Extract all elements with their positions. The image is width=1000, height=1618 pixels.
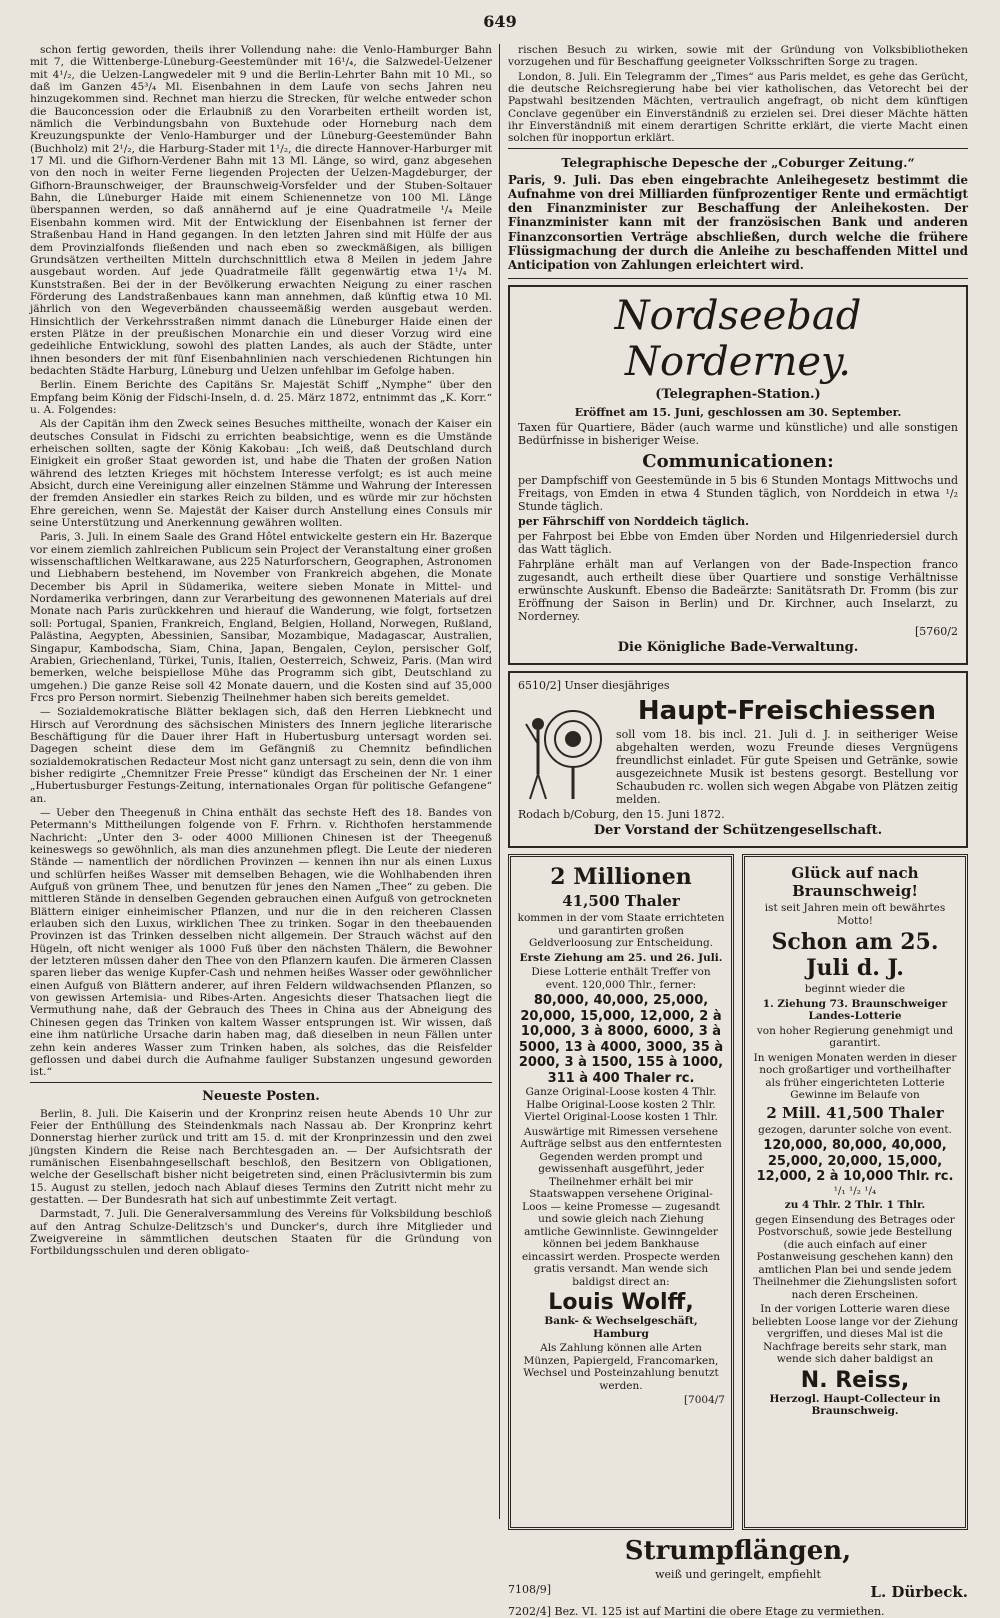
ad-lottery-hamburg-draw: Erste Ziehung am 25. und 26. Juli.	[519, 951, 723, 964]
article-berlin-fiji: Berlin. Einem Berichte des Capitäns Sr. Majestät Schiff „Nymphe“ über den Empfang beim König der Fidschi-Inseln, d. d. 25. März 1872, entnimmt das „K. Korr.“ u. A. Folgendes:	[30, 379, 492, 416]
article-tea-china: — Ueber den Theegenuß in China enthält das sechste Heft des 18. Bandes von Petermann's Mittheilungen folgende von F. Frhrn. v. Richthofen herstammende Nachricht: „Unter den 3- oder 4000 Millionen Chinesen ist der Theegenuß keineswegs so gewöhnlich, als man dies anzunehmen pflegt. Die Leute der niederen Stände — namentlich der nördlichen Provinzen — kennen ihn nur als einen Luxus und schlürfen heißes Wasser mit demselben Behagen, wie die Wohlhabenden ihren Aufguß von grünem Thee, und benutzen für jenes den Namen „Thee“ zu geben. Die mittleren Stände in denselben Gegenden gebrauchen einen Aufguß von getrockneten Blättern einiger einheimischer Pflanzen, und nur die in den reicheren Classen erlauben sich den Luxus, wirklichen Thee zu trinken. Sogar in den theebauenden Provinzen ist das Trinken desselben nicht allgemein. Der Strauch wächst auf den Hügeln, oft nicht weniger als 1000 Fuß über den nächsten Thälern, die Bewohner der letzteren müssen daher den Thee von den Pflanzern kaufen. Die ärmeren Classen sparen lieber das wenige Kupfer-Cash und nehmen heißes Wasser oder gewöhnlicher einen Aufguß von Blättern anderer, auf ihren Feldern wildwachsenden Pflanzen, so von gewissen Artemisia- und Ribes-Arten. Angesichts dieser Thatsachen liegt die Vermuthung nahe, daß der Gebrauch des Thees in China aus der Abneigung des Chinesen gegen das Trinken von kaltem Wasser entsprungen ist. Wir wissen, daß eine ihm natürliche Ursache darin haben mag, daß dieselben in neun Fällen unter zehn kein anderes Wasser zum Trinken haben, als solches, das die Reisfelder geflossen und dabei durch die Aufnahme fauliger Substanzen ungesund geworden ist.“	[30, 806, 492, 1079]
ad-lottery-bs-prices: zu 4 Thlr. 2 Thlr. 1 Thlr.	[784, 1199, 926, 1212]
page-number: 649	[483, 12, 517, 31]
ad-norderney-timetables: Fahrpläne erhält man auf Verlangen von der Bade-Inspection franco zugesandt, auch ertheilt diese über Quartiere und sonstige Verhältnisse erwünschte Auskunft. Ebenso die Badeärzte: Sanitätsrath Dr. Fromm (bis zur Eröffnung der Saison in Berlin) und Dr. Kirchner, auch Inselarzt, zu Norderney.	[518, 558, 958, 624]
ad-lottery-braunschweig	[742, 854, 968, 1530]
ad-norderney-ref: [5760/2	[915, 625, 958, 639]
ad-norderney-steamer: per Dampfschiff von Geestemünde in 5 bis 6 Stunden Montags Mittwochs und Freitags, von Emden in etwa 4 Stunden täglich, von Norddeich in etwa ¹/₂ Stunde täglich.	[518, 474, 958, 514]
ad-shooting-body: soll vom 18. bis incl. 21. Juli d. J. in seitheriger Weise abgehalten werden, wozu Freunde dieses Vergnügens freundlichst einladet. Für gute Speisen und Getränke, sowie ausgezeichnete Musik ist bestens gesorgt. Bestellung vor Schaubuden rc. wollen sich wegen Abgabe von Plätzen zeitig melden.	[616, 728, 958, 807]
latest-news-heading: Neueste Posten.	[202, 1088, 320, 1104]
ad-norderney-subtitle: (Telegraphen-Station.)	[655, 387, 821, 403]
ad-strumpf-footer	[508, 1583, 968, 1601]
ad-lottery-hamburg-ref: [7004/7	[683, 1394, 725, 1407]
article-london: London, 8. Juli. Ein Telegramm der „Times“ aus Paris meldet, es gehe das Gerücht, die deutsche Reichsregierung habe bei vier katholischen, das Vetorecht bei der Papstwahl besitzenden Mächten, vertraulich angefragt, ob nicht dem künftigen Conclave gegenüber ein Einverständniß zu erzielen sei. Drei dieser Mächte hätten ihr Einverständniß mit einem derartigen Schritte erklärt, die vierte Macht einen solchen für inopportun erklärt.	[508, 70, 968, 145]
column-divider	[499, 44, 500, 1519]
ad-norderney-sign: Die Königliche Bade-Verwaltung.	[617, 640, 859, 656]
ad-lottery-hamburg-orders: Auswärtige mit Rimessen versehene Aufträge selbst aus den entferntesten Gegenden werden prompt und gewissenhaft ausgeführt, jeder Theilnehmer erhält bei mir Staatswappen versehene Original-Loos — keine Promesse — zugesandt und sowie gleich nach Ziehung amtliche Gewinnliste. Gewinngelder können bei jedem Bankhause eincassirt werden. Prospecte werden gratis versandt. Man wende sich baldigst direct an:	[520, 1125, 722, 1288]
ad-lottery-bs-date: Schon am 25. Juli d. J.	[771, 929, 939, 982]
ad-lottery-hamburg-firm: Louis Wolff,	[548, 1290, 694, 1316]
ad-shooting-sign: Der Vorstand der Schützengesellschaft.	[593, 823, 883, 839]
news-berlin: Berlin, 8. Juli. Die Kaiserin und der Kronprinz reisen heute Abends 10 Uhr zur Feier der Enthüllung des Steindenkmals nach Nassau ab. Der Kronprinz kehrt Donnerstag hierher zurück und tritt am 15. d. mit der Kronprinzessin und den zwei jüngsten Kindern die Reise nach Berchtesgaden an. — Der Aufsichtsrath der rumänischen Eisenbahngesellschaft beschloß, den Besitzern von Obligationen, welche der Gesellschaft bisher nicht beigetreten sind, einen Präclusivtermin bis zum 15. August zu stellen, jedoch nach Ablauf dieses Termins den Zutritt nicht mehr zu gestatten. — Der Bundesrath hat sich auf unbestimmte Zeit vertagt.	[30, 1107, 492, 1206]
ad-shooting-title: Haupt-Freischiessen	[637, 696, 937, 727]
ad-lottery-bs-prizes: 120,000, 80,000, 40,000, 25,000, 20,000, 15,000, 12,000, 2 à 10,000 Thlr. rc.	[756, 1138, 954, 1185]
ad-apartment: 7202/4] Bez. VI. 125 ist auf Martini die obere Etage zu vermiethen.	[508, 1605, 885, 1618]
ad-lottery-hamburg-prizes-intro: Diese Lotterie enthält Treffer von event. 120,000 Thlr., ferner:	[531, 966, 711, 991]
ad-shooting-ref: 6510/2] Unser diesjähriges	[518, 679, 670, 693]
ad-lottery-bs-line1: ist seit Jahren mein oft bewährtes Motto!	[764, 902, 946, 927]
ad-shooting-text	[616, 694, 958, 808]
ad-lottery-bs-firm: N. Reiss,	[800, 1367, 910, 1393]
ad-strumpf-title: Strumpflängen,	[624, 1536, 852, 1567]
ad-lottery-bs-sum: 2 Mill. 41,500 Thaler	[766, 1103, 944, 1122]
ad-lottery-hamburg-amount: 41,500 Thaler	[562, 892, 680, 911]
divider	[30, 1082, 492, 1083]
article-fiji-king: Als der Capitän ihm den Zweck seines Besuches mittheilte, wonach der Kaiser ein deutsches Consulat in Fidschi zu errichten beabsichtige, wenn es die Umstände erheischen sollten, sagte der König Kakobau: „Ich weiß, daß Deutschland durch Einigkeit ein großer Staat geworden ist, und habe die Thaten der großen Nation während des letzten Krieges mit höchstem Interesse verfolgt; es ist auch meine Absicht, durch eine Vereinigung aller einzelnen Stämme und Wahrung der Interessen der fremden Ansiedler ein starkes Reich zu bilden, und es würde mir zur höchsten Ehre gereichen, wenn Se. Majestät der Kaiser durch Anstellung eines Consuls mir seine Unterstützung und Anerkennung gewähren wollten.	[30, 418, 492, 530]
ad-lottery-hamburg-intro: kommen in der vom Staate errichteten und garantirten großen Geldverloosung zur Entscheidung.	[517, 912, 725, 950]
ad-lottery-hamburg	[508, 854, 734, 1530]
ad-strumpf-ref: 7108/9]	[508, 1583, 551, 1597]
ad-lottery-bs-line2: beginnt wieder die	[804, 983, 906, 996]
shooting-target-icon	[518, 694, 608, 804]
ad-norderney-ferry: per Fährschiff von Norddeich täglich.	[518, 515, 749, 529]
ad-lottery-bs-fractions: ¹/₁ ¹/₂ ¹/₄	[833, 1184, 877, 1197]
ad-shooting-festival	[508, 671, 968, 848]
ad-norderney-title: Nordseebad Norderney.	[614, 293, 862, 386]
article-continuation: rischen Besuch zu wirken, sowie mit der Gründung von Volksbibliotheken vorzugehen und für Beschaffung geeigneter Volksschriften Sorge zu tragen.	[508, 44, 968, 69]
news-darmstadt: Darmstadt, 7. Juli. Die Generalversammlung des Vereins für Volksbildung beschloß auf den Antrag Schulze-Delitzsch's und Duncker's, durch ihre Mitglieder und Zweigvereine in sämmtlichen deutschen Staaten für die Gründung von Fortbildungsschulen und deren obligato-	[30, 1208, 492, 1258]
ad-lottery-hamburg-prizes: 80,000, 40,000, 25,000, 20,000, 15,000, 12,000, 2 à 10,000, 3 à 8000, 6000, 3 à 5000, 13 à 4000, 3000, 35 à 2000, 3 à 1500, 155 à 1000, 311 à 400 Thaler rc.	[518, 993, 724, 1086]
article-railways: schon fertig geworden, theils ihrer Vollendung nahe: die Venlo-Hamburger Bahn mit 7, die Wittenberge-Lüneburg-Geestemünder mit 16¹/₄, die Salzwedel-Uelzener mit 4¹/₂, die Uelzen-Langwedeler mit 9 und die Berlin-Lehrter Bahn mit 10 Ml., so daß im Ganzen 45³/₄ Ml. Eisenbahnen in dem Laufe von sechs Jahren neu hinzugekommen sind. Rechnet man hierzu die Strecken, für welche entweder schon die Bauconcession oder die Erlaubniß zu den Vorarbeiten ertheilt worden ist, nämlich die Verbindungsbahn von Buxtehude oder Horneburg nach dem Kreuzungspunkte der Venlo-Hamburger und der Lüneburg-Geestemünder Bahn (Buchholz) mit 2¹/₂, die Harburg-Stader mit 1¹/₂, die directe Hannover-Harburger mit 17 Ml. und die Gifhorn-Verdener Bahn mit 13 Ml. Länge, so wird, ganz abgesehen von den noch in weiter Ferne liegenden Projecten der Uelzen-Magdeburger, der Gifhorn-Braunschweiger, der Braunschweig-Vorsfelder und der Stuben-Soltauer Bahn, die Lüneburger Haide mit einem Schienennetze von 100 Ml. Länge überspannen werden, so daß annähernd auf je eine Quadratmeile ¹/₄ Meile Eisenbahn kommen wird. Mit der Entwicklung der Eisenbahnen ist ferner der Straßenbau Hand in Hand gegangen. In den letzten Jahren sind mit Hülfe der aus dem Provinzialfonds fließenden und nach eben so zweckmäßigen, als billigen Grundsätzen vertheilten Mitteln durchschnittlich etwa 8 Meilen in jedem Jahre ausgebaut worden. Auf jede Quadratmeile fällt gegenwärtig etwa 1¹/₄ M. Kunststraßen. Bei der in der Bevölkerung erwachten Neigung zu einer raschen Förderung des Landstraßenbaues kann man annehmen, daß künftig etwa 10 Ml. jährlich von den Wegeverbänden chausseemäßig werden ausgebaut werden. Hinsichtlich der Verkehrsstraßen nimmt danach die Lüneburger Haide einen der ersten Plätze in der preußischen Monarchie ein und dieser Vorzug wird eine gedeihliche Entwicklung, sowohl des platten Landes, als auch der Städte, unter ihnen besonders der mit fünf Eisenbahnlinien nach verschiedenen Richtungen hin bedachten Städte Harburg, Lüneburg und Uelzen unfehlbar im Gefolge haben.	[30, 44, 492, 377]
ad-lottery-bs-line7: In der vorigen Lotterie waren diese beliebten Loose lange vor der Ziehung vergriffen, und dieses Mal ist die Nachfrage bereits sehr stark, man wende sich daher baldigst an	[751, 1303, 959, 1366]
article-paris-caravan: Paris, 3. Juli. In einem Saale des Grand Hôtel entwickelte gestern ein Hr. Bazerque vor einem ziemlich zahlreichen Publicum sein Project der Veranstaltung einer großen wissenschaftlichen Weltkarawane, aus 225 Naturforschern, Geographen, Astronomen und Liebhabern bestehend, im November von Frankreich abgehen, die Monate December bis April in Südamerika, weitere sieben Monate in Mittel- und Nordamerika verbringen, dann zur Verarbeitung des gewonnenen Materials auf drei Monate nach Paris zurückkehren und hierauf die Wanderung, wie folgt, fortsetzen soll: Portugal, Spanien, Frankreich, England, Belgien, Holland, Norwegen, Rußland, Palästina, Aegypten, Abessinien, Sansibar, Mozambique, Madagascar, Australien, Singapur, Kambodscha, Siam, China, Japan, Bengalen, Ceylon, persischer Golf, Arabien, Griechenland, Türkei, Tunis, Italien, Oesterreich, Schweiz, Paris. (Man wird bemerken, welche beispiellose Mühe das Programm sich gibt, Deutschland zu umgehen.) Die ganze Reise soll 42 Monate dauern, und die Kosten sind auf 35,000 Frcs pro Person normirt. Siebenzig Theilnehmer haben sich bereits gemeldet.	[30, 531, 492, 704]
ad-norderney	[508, 285, 968, 665]
ad-lottery-hamburg-prices: Ganze Original-Loose kosten 4 Thlr. Halbe Original-Loose kosten 2 Thlr. Viertel Original-Loose kosten 1 Thlr.	[524, 1086, 718, 1124]
ad-lottery-bs-head: Glück auf nach Braunschweig!	[791, 864, 919, 901]
ad-lottery-hamburg-big: 2 Millionen	[550, 864, 692, 891]
divider	[508, 148, 968, 149]
right-column	[508, 44, 968, 1618]
ad-lottery-bs-firm-sub: Herzogl. Haupt-Collecteur in Braunschweig.	[769, 1392, 941, 1418]
divider	[508, 278, 968, 279]
ad-norderney-open: Eröffnet am 15. Juni, geschlossen am 30. September.	[574, 406, 902, 420]
ad-lottery-bs-line5: gezogen, darunter solche von event.	[758, 1123, 952, 1136]
ad-norderney-comm-heading: Communicationen:	[642, 451, 834, 473]
ad-norderney-post: per Fahrpost bei Ebbe von Emden über Norden und Hilgenriedersiel durch das Watt täglich.	[518, 530, 958, 557]
left-column	[30, 44, 492, 1519]
article-social-democrats: — Sozialdemokratische Blätter beklagen sich, daß den Herren Liebknecht und Hirsch auf Verordnung des sächsischen Ministers des Innern jegliche literarische Beschäftigung für die Dauer ihrer Haft in Hubertusburg untersagt worden sei. Dagegen scheint diese dem im Gefängniß zu Chemnitz befindlichen sozialdemokratischen Redacteur Most nicht ganz untersagt zu sein, denn die von ihm bisher redigirte „Chemnitzer Freie Presse“ kündigt das Erscheinen der Nr. 1 einer „Hubertusburger Festungs-Zeitung, internationales Organ für politische Gefangene“ an.	[30, 706, 492, 805]
telegram-body: Paris, 9. Juli. Das eben eingebrachte Anleihegesetz bestimmt die Aufnahme von drei Milliarden fünfprozentiger Rente und ermächtigt den Finanzminister zur Beschaffung der Anleihekosten. Der Finanzminister kann mit der französischen Bank und anderen Finanzconsortien Verträge abschließen, durch welche die frühere Flüssigmachung der durch die Anleihe zu beschaffenden Mittel und Anticipation von Zahlungen erleichtert wird.	[508, 172, 968, 272]
telegram-heading: Telegraphische Depesche der „Coburger Zeitung.“	[561, 154, 915, 170]
ad-shooting-place: Rodach b/Coburg, den 15. Juni 1872.	[518, 808, 725, 822]
lottery-ads	[508, 854, 968, 1530]
ad-strumpf-firm: L. Dürbeck.	[870, 1583, 968, 1602]
ad-lottery-hamburg-firm-sub: Bank- & Wechselgeschäft, Hamburg	[544, 1315, 698, 1340]
ad-lottery-hamburg-payment: Als Zahlung können alle Arten Münzen, Papiergeld, Francomarken, Wechsel und Posteinzahlung benutzt werden.	[523, 1342, 719, 1392]
ad-norderney-taxen: Taxen für Quartiere, Bäder (auch warme und künstliche) und alle sonstigen Bedürfnisse in bisheriger Weise.	[518, 421, 958, 448]
ad-lottery-bs-line3: von hoher Regierung genehmigt und garantirt.	[756, 1024, 954, 1050]
ad-strumpf-sub: weiß und geringelt, empfiehlt	[655, 1568, 821, 1582]
ad-lottery-bs-line6: gegen Einsendung des Betrages oder Postvorschuß, sowie jede Bestellung (die auch einfach auf einer Postanweisung geschehen kann) den amtlichen Plan bei und sende jedem Theilnehmer die Ziehungslisten sofort nach deren Erscheinen.	[753, 1213, 957, 1301]
ad-lottery-bs-line4: In wenigen Monaten werden in dieser noch großartiger und vortheilhafter als früher eingerichteten Lotterie Gewinne im Belaufe von	[753, 1051, 957, 1102]
ad-shooting-content	[518, 694, 958, 808]
ad-lottery-bs-name: 1. Ziehung 73. Braunschweiger Landes-Lotterie	[762, 997, 948, 1023]
